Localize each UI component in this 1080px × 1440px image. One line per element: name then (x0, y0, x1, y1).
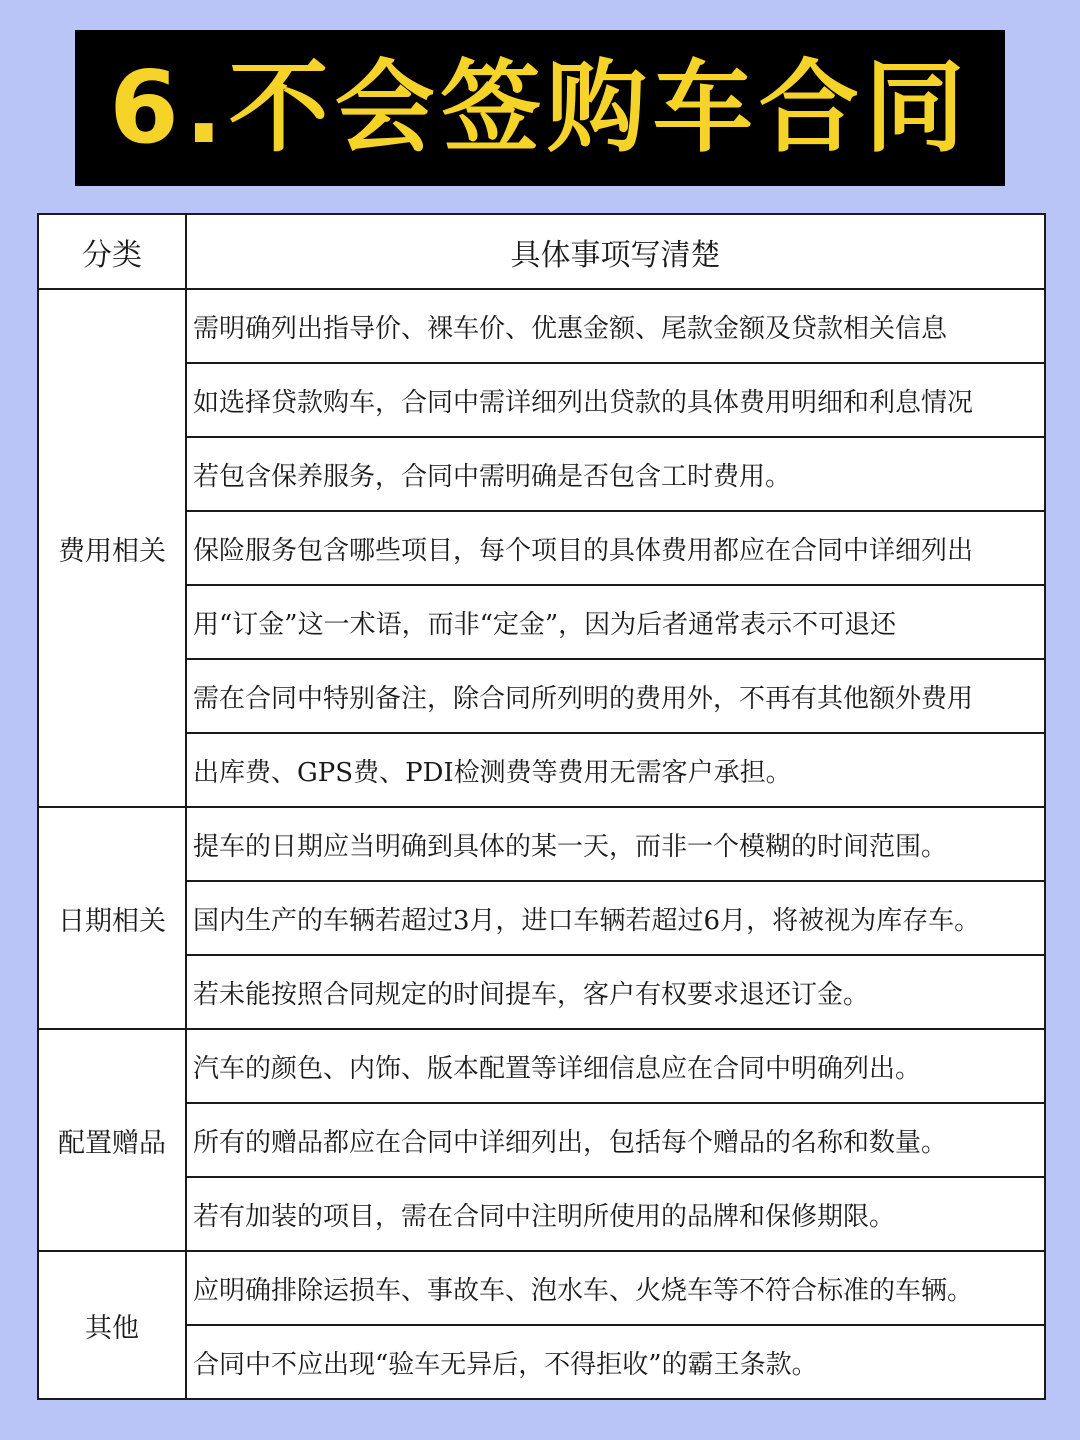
item-cell: 如选择贷款购车，合同中需详细列出贷款的具体费用明细和利息情况 (186, 363, 1045, 437)
table-row (38, 511, 1045, 585)
table-row (38, 1325, 1045, 1399)
table-row (38, 955, 1045, 1029)
table-row (38, 1103, 1045, 1177)
table-row (38, 585, 1045, 659)
table-row (38, 659, 1045, 733)
item-cell: 若有加装的项目，需在合同中注明所使用的品牌和保修期限。 (186, 1177, 1045, 1251)
title-banner (75, 30, 1005, 186)
item-cell: 需明确列出指导价、裸车价、优惠金额、尾款金额及贷款相关信息 (186, 289, 1045, 363)
table-row (38, 881, 1045, 955)
category-cell: 日期相关 (38, 807, 186, 1029)
table-row (38, 807, 1045, 881)
header-details: 具体事项写清楚 (186, 214, 1045, 289)
category-cell: 配置赠品 (38, 1029, 186, 1251)
item-cell: 若未能按照合同规定的时间提车，客户有权要求退还订金。 (186, 955, 1045, 1029)
item-cell: 若包含保养服务，合同中需明确是否包含工时费用。 (186, 437, 1045, 511)
item-cell: 保险服务包含哪些项目，每个项目的具体费用都应在合同中详细列出 (186, 511, 1045, 585)
category-cell: 费用相关 (38, 289, 186, 807)
table-row (38, 363, 1045, 437)
header-category: 分类 (38, 214, 186, 289)
table-row (38, 1251, 1045, 1325)
item-cell: 需在合同中特别备注，除合同所列明的费用外，不再有其他额外费用 (186, 659, 1045, 733)
item-cell: 汽车的颜色、内饰、版本配置等详细信息应在合同中明确列出。 (186, 1029, 1045, 1103)
page-title: 6.不会签购车合同 (109, 49, 971, 166)
item-cell: 应明确排除运损车、事故车、泡水车、火烧车等不符合标准的车辆。 (186, 1251, 1045, 1325)
item-cell: 用“订金”这一术语，而非“定金”，因为后者通常表示不可退还 (186, 585, 1045, 659)
item-cell: 出库费、GPS费、PDI检测费等费用无需客户承担。 (186, 733, 1045, 807)
table-row (38, 733, 1045, 807)
table-row (38, 1029, 1045, 1103)
item-cell: 所有的赠品都应在合同中详细列出，包括每个赠品的名称和数量。 (186, 1103, 1045, 1177)
table-row (38, 289, 1045, 363)
category-cell: 其他 (38, 1251, 186, 1399)
item-cell: 国内生产的车辆若超过3月，进口车辆若超过6月，将被视为库存车。 (186, 881, 1045, 955)
item-cell: 提车的日期应当明确到具体的某一天，而非一个模糊的时间范围。 (186, 807, 1045, 881)
table-header-row (38, 214, 1045, 289)
contract-table (37, 213, 1046, 1400)
item-cell: 合同中不应出现“验车无异后，不得拒收”的霸王条款。 (186, 1325, 1045, 1399)
table-row (38, 437, 1045, 511)
table-row (38, 1177, 1045, 1251)
